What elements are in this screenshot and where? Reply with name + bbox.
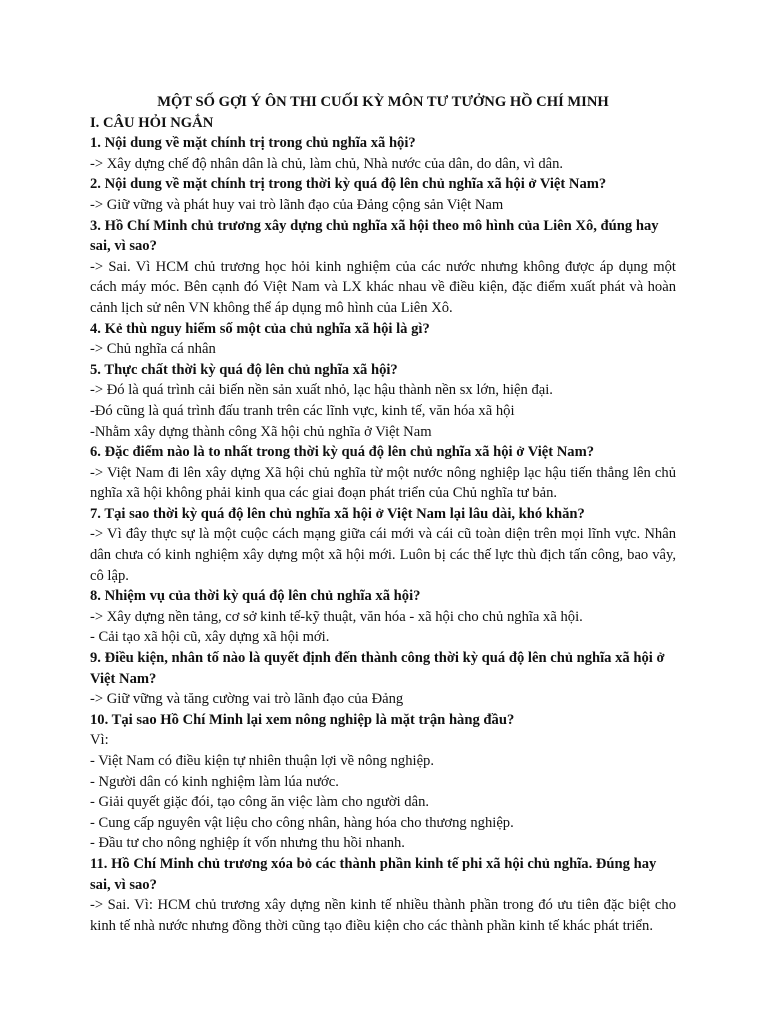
question-6: 6. Đặc điểm nào là to nhất trong thời kỳ quá độ lên chủ nghĩa xã hội ở Việt Nam? — [90, 444, 595, 461]
qa-item-6 — [90, 442, 676, 504]
answer-8-line-1: -> Xây dựng nền tảng, cơ sở kinh tế-kỹ thuật, văn hóa - xã hội cho chủ nghĩa xã hội. — [90, 608, 583, 625]
answer-3-line-1: -> Sai. Vì HCM chủ trương học hỏi kinh nghiệm của các nước nhưng không được áp dụng một cách máy móc. Bên cạnh đó Việt Nam và LX khác nhau về điều kiện, đặc điểm xuất phát và hoàn cảnh lịch sử nên VN không thể áp dụng mô hình của Liên Xô. — [90, 258, 676, 316]
question-9: 9. Điều kiện, nhân tố nào là quyết định đến thành công thời kỳ quá độ lên chủ nghĩa xã hội ở Việt Nam? — [90, 650, 665, 687]
qa-item-9 — [90, 648, 676, 710]
answer-1-line-1: -> Xây dựng chế độ nhân dân là chủ, làm chủ, Nhà nước của dân, do dân, vì dân. — [90, 155, 564, 172]
answer-8-line-2: - Cải tạo xã hội cũ, xây dựng xã hội mới. — [90, 629, 330, 646]
answer-5-line-2: -Đó cũng là quá trình đấu tranh trên các lĩnh vực, kinh tế, văn hóa xã hội — [90, 402, 515, 419]
qa-item-1 — [90, 133, 676, 174]
answer-10-line-3: - Người dân có kinh nghiệm làm lúa nước. — [90, 773, 339, 790]
answer-2-line-1: -> Giữ vững và phát huy vai trò lãnh đạo của Đảng cộng sản Việt Nam — [90, 196, 504, 213]
answer-10-line-1: Vì: — [90, 732, 109, 749]
answer-6-line-1: -> Việt Nam đi lên xây dựng Xã hội chủ nghĩa từ một nước nông nghiệp lạc hậu tiến thẳng lên chủ nghĩa xã hội không phải kinh qua các giai đoạn phát triển của Chủ nghĩa tư bản. — [90, 464, 676, 502]
qa-item-4 — [90, 319, 676, 360]
answer-10-line-6: - Đầu tư cho nông nghiệp ít vốn nhưng thu hồi nhanh. — [90, 835, 405, 852]
question-10: 10. Tại sao Hồ Chí Minh lại xem nông nghiệp là mặt trận hàng đầu? — [90, 711, 515, 728]
document-title: MỘT SỐ GỢI Ý ÔN THI CUỐI KỲ MÔN TƯ TƯỞNG HỒ CHÍ MINH — [157, 94, 609, 110]
qa-item-2 — [90, 174, 676, 215]
question-7: 7. Tại sao thời kỳ quá độ lên chủ nghĩa xã hội ở Việt Nam lại lâu dài, khó khăn? — [90, 505, 585, 522]
answer-10-line-5: - Cung cấp nguyên vật liệu cho công nhân, hàng hóa cho thương nghiệp. — [90, 814, 514, 831]
qa-item-7 — [90, 504, 676, 586]
answer-10-line-4: - Giải quyết giặc đói, tạo công ăn việc làm cho người dân. — [90, 794, 430, 811]
qa-item-10 — [90, 710, 676, 854]
question-3: 3. Hồ Chí Minh chủ trương xây dựng chủ nghĩa xã hội theo mô hình của Liên Xô, đúng hay sai, vì sao? — [90, 217, 659, 255]
question-8: 8. Nhiệm vụ của thời kỳ quá độ lên chủ nghĩa xã hội? — [90, 588, 421, 605]
answer-5-line-1: -> Đó là quá trình cải biến nền sản xuất nhỏ, lạc hậu thành nền sx lớn, hiện đại. — [90, 382, 553, 399]
answer-11-line-1: -> Sai. Vì: HCM chủ trương xây dựng nền kinh tế nhiều thành phần trong đó ưu tiên đặc biệt cho kinh tế nhà nước nhưng đồng thời cũng tạo điều kiện cho các thành phần kinh tế khác phát triển. — [90, 897, 676, 934]
question-11: 11. Hồ Chí Minh chủ trương xóa bỏ các thành phần kinh tế phi xã hội chủ nghĩa. Đúng hay sai, vì sao? — [90, 855, 657, 893]
question-1: 1. Nội dung về mặt chính trị trong chủ nghĩa xã hội? — [90, 135, 416, 152]
question-2: 2. Nội dung về mặt chính trị trong thời kỳ quá độ lên chủ nghĩa xã hội ở Việt Nam? — [90, 176, 607, 193]
qa-item-5 — [90, 360, 676, 442]
answer-7-line-1: -> Vì đây thực sự là một cuộc cách mạng giữa cái mới và cái cũ toàn diện trên mọi lĩnh vực. Nhân dân chưa có kinh nghiệm xây dựng một xã hội mới. Luôn bị các thế lực thù địch tấn công, bao vây, cô lập. — [90, 526, 676, 584]
qa-item-8 — [90, 586, 676, 648]
question-4: 4. Kẻ thù nguy hiểm số một của chủ nghĩa xã hội là gì? — [90, 320, 430, 337]
answer-4-line-1: -> Chủ nghĩa cá nhân — [90, 341, 216, 358]
document-page — [90, 92, 676, 936]
answer-9-line-1: -> Giữ vững và tăng cường vai trò lãnh đạo của Đảng — [90, 691, 404, 708]
section-heading: I. CÂU HỎI NGẮN — [90, 114, 214, 131]
answer-10-line-2: - Việt Nam có điều kiện tự nhiên thuận lợi về nông nghiệp. — [90, 753, 434, 769]
qa-item-3 — [90, 216, 676, 319]
answer-5-line-3: -Nhằm xây dựng thành công Xã hội chủ nghĩa ở Việt Nam — [90, 423, 432, 440]
qa-item-11 — [90, 854, 676, 936]
question-5: 5. Thực chất thời kỳ quá độ lên chủ nghĩa xã hội? — [90, 361, 398, 378]
